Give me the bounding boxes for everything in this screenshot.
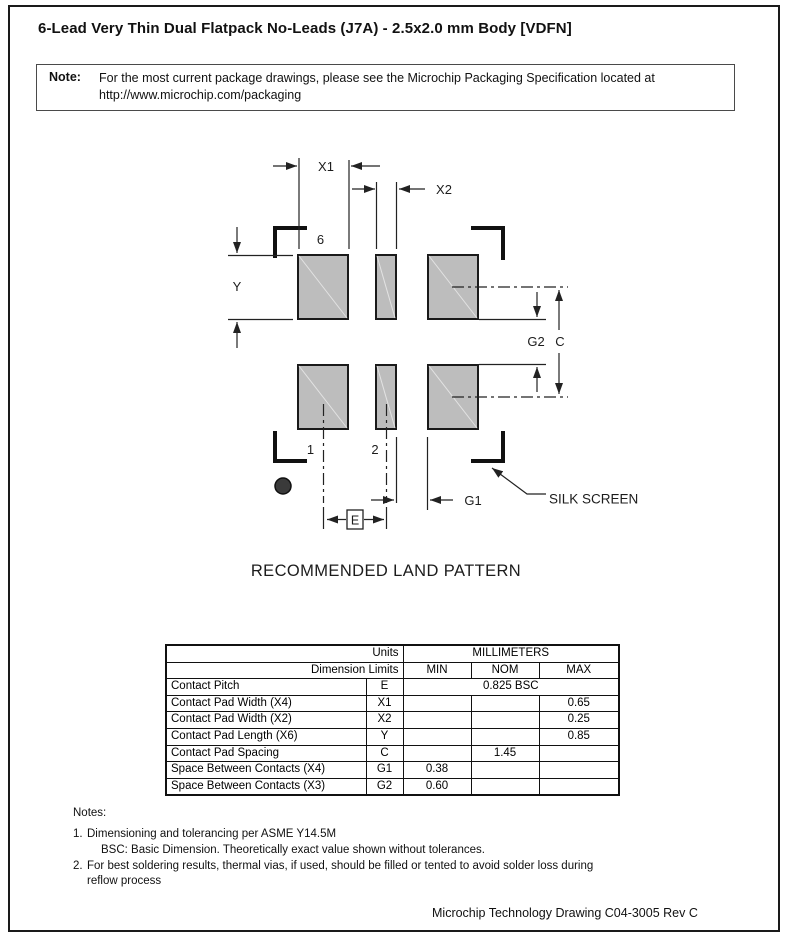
row-min: [403, 712, 471, 729]
pin6-label: 6: [316, 232, 325, 247]
row-symbol: C: [366, 745, 403, 762]
dimensions-table: [165, 644, 620, 796]
dim-x1-label: X1: [318, 159, 334, 174]
pin1-indicator-dot: [275, 478, 291, 494]
silkscreen-corner-bottom-left: [275, 431, 307, 461]
row-span-value: 0.825 BSC: [403, 679, 619, 696]
limits-label-cell: Dimension Limits: [166, 662, 403, 679]
row-min: 0.38: [403, 762, 471, 779]
table-header-limits: [166, 662, 619, 679]
pin2-label: 2: [371, 442, 379, 457]
row-name: Contact Pad Spacing: [166, 745, 366, 762]
page-title: 6-Lead Very Thin Dual Flatpack No-Leads (J7A) - 2.5x2.0 mm Body [VDFN]: [38, 20, 572, 37]
silkscreen-corner-bottom-right: [471, 431, 503, 461]
drawing-caption: RECOMMENDED LAND PATTERN: [250, 562, 522, 580]
dim-g1-label: G1: [464, 493, 482, 508]
row-nom: [471, 712, 539, 729]
dim-c-label: C: [555, 334, 565, 349]
row-max: 0.85: [539, 728, 619, 745]
row-min: [403, 728, 471, 745]
row-max: [539, 762, 619, 779]
note-1-number: 1.: [73, 828, 83, 840]
dim-y-label: Y: [232, 279, 242, 294]
row-name: Contact Pad Width (X4): [166, 695, 366, 712]
notes-heading: Notes:: [73, 807, 107, 819]
silkscreen-corner-top-left: [275, 228, 307, 258]
row-symbol: E: [366, 679, 403, 696]
table-header-units: [166, 645, 619, 662]
row-name: Contact Pad Length (X6): [166, 728, 366, 745]
silkscreen-label: SILK SCREEN: [549, 491, 639, 507]
row-nom: 1.45: [471, 745, 539, 762]
table-row: [166, 712, 619, 729]
row-max: 0.25: [539, 712, 619, 729]
row-name: Contact Pitch: [166, 679, 366, 696]
col-max-header: MAX: [539, 662, 619, 679]
row-max: 0.65: [539, 695, 619, 712]
row-nom: [471, 762, 539, 779]
note-item-2: [73, 860, 593, 873]
units-label-cell: Units: [166, 645, 403, 662]
dim-g2-label: G2: [527, 334, 545, 349]
table-row: [166, 745, 619, 762]
units-value-cell: MILLIMETERS: [403, 645, 619, 662]
silkscreen-leader-line: [492, 468, 546, 494]
note-2-number: 2.: [73, 860, 83, 872]
row-name: Contact Pad Width (X2): [166, 712, 366, 729]
note-text-line1: For the most current package drawings, please see the Microchip Packaging Specification located at: [99, 71, 655, 85]
row-name: Space Between Contacts (X3): [166, 778, 366, 795]
footer-text: Microchip Technology Drawing C04-3005 Rev C: [432, 906, 698, 920]
note-1-sub: BSC: Basic Dimension. Theoretically exact value shown without tolerances.: [101, 844, 485, 856]
row-symbol: G1: [366, 762, 403, 779]
row-min: [403, 695, 471, 712]
row-symbol: Y: [366, 728, 403, 745]
dim-x2-label: X2: [436, 182, 452, 197]
table-row: [166, 695, 619, 712]
row-min: [403, 745, 471, 762]
note-label: Note:: [49, 70, 81, 84]
row-nom: [471, 695, 539, 712]
dim-g1: [371, 437, 453, 510]
row-min: 0.60: [403, 778, 471, 795]
note-2-text: For best soldering results, thermal vias, if used, should be filled or tented to avoid solder loss during: [87, 860, 594, 872]
note-text-line2: http://www.microchip.com/packaging: [99, 88, 302, 102]
row-nom: [471, 778, 539, 795]
dim-e-label: E: [350, 513, 360, 528]
row-name: Space Between Contacts (X4): [166, 762, 366, 779]
row-max: [539, 745, 619, 762]
row-max: [539, 778, 619, 795]
row-symbol: X1: [366, 695, 403, 712]
row-symbol: G2: [366, 778, 403, 795]
col-nom-header: NOM: [471, 662, 539, 679]
col-min-header: MIN: [403, 662, 471, 679]
table-row: [166, 778, 619, 795]
table-row: [166, 679, 619, 696]
table-row: [166, 728, 619, 745]
note-item-1: [73, 828, 336, 841]
row-nom: [471, 728, 539, 745]
note-1-text: Dimensioning and tolerancing per ASME Y14.5M: [87, 828, 337, 840]
table-row: [166, 762, 619, 779]
row-symbol: X2: [366, 712, 403, 729]
note-2-text-line2: reflow process: [87, 875, 162, 887]
pin1-label: 1: [306, 442, 315, 457]
dim-x2: [352, 182, 425, 249]
